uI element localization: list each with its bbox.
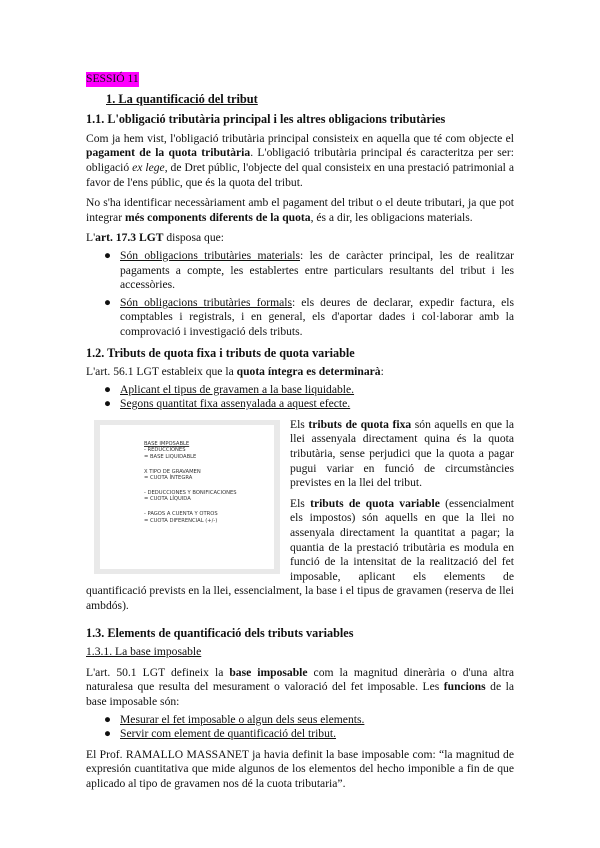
text-run: (essencialment els impostos) són aquells en que la llei no assenyala directament la quantitat a pagar; la quantia de la prestació tributària es modula en funció de la intensitat de la realització del fet imposable, aplicant els elements de quantificació prevists en la llei, essencialment, la base i el tipus de gravamen (reserva de llei ambdós). [86,496,514,612]
text-run: Com ja hem vist, l'obligació tributària principal consisteix en aquella que té com objecte el [86,131,514,145]
subsection-1-3-1-title: 1.3.1. La base imposable [86,645,202,659]
bold-run: tributs de quota fixa [308,417,412,431]
list-item [86,296,514,340]
list-item [86,713,514,728]
bold-run: més components diferents de la quota [124,210,311,224]
list-quota [86,383,514,412]
text-run: de la base imposable són: [86,680,514,708]
figure-line: BASE IMPOSABLE [144,440,190,447]
text-run: No s'ha identificar necessàriament amb el pagament del tribut o el deute tributari, ja que pot integrar [86,196,514,224]
list-functions [86,713,514,742]
section-1-title [106,92,514,107]
section-1-1-title: 1.1. L'obligació tributària principal i les altres obligacions tributàries [86,112,446,127]
bold-run: base imposable [229,665,308,679]
text-run: L'art. 50.1 LGT defineix la [86,665,230,679]
figure-line: = CUOTA LÍQUIDA [144,496,191,503]
text-run: , de Dret públic, l'objecte del qual consisteix en una prestació patrimonial a favor de l'ens públic, que és la quota del tribut. [86,160,515,189]
text-run: , és a dir, les obligacions materials. [310,210,473,224]
text-run: L' [86,231,96,245]
bold-run: pagament de la quota tributària [86,146,251,160]
figure-text-block [86,418,514,620]
text-run: : els deures de declarar, expedir factura, els comptables i registrals, i en general, els d'aportar dades i col·laborar amb la comprovació i investigació dels tributs. [120,295,514,338]
text-run: : [380,365,384,379]
figure-line: = BASE LIQUIDABLE [144,454,197,461]
section-1-2-title: 1.2. Tributs de quota fixa i tributs de quota variable [86,345,355,360]
underline-run: Segons quantitat fixa assenyalada a aquest efecte. [120,397,351,411]
paragraph-obligation-principal [86,132,514,190]
text-run: L'art. 56.1 LGT estableix que la [86,365,237,379]
text-run: Els [290,417,309,431]
figure-inner [100,425,274,569]
bold-run: quota íntegra es determinarà [236,365,381,379]
text-run: són aquells en que la llei assenyala directament quina és la quota tributària, sense perjudici que la quota a pagar pugui variar en funció de circumstàncies previstes en la llei del tribut. [290,417,514,490]
figure-line: = CUOTA DIFERENCIAL (+/-) [144,517,218,524]
paragraph-obligation-components [86,196,514,225]
list-obligations [86,249,514,340]
list-item [86,397,514,412]
underline-run: Són obligacions tributàries materials [120,248,301,262]
section-1-title-text: 1. La quantificació del tribut [106,91,258,106]
list-item [86,249,514,293]
quota-scheme-figure [94,420,280,574]
bullet-icon: ● [104,248,112,262]
figure-lines [144,441,237,524]
bullet-icon: ● [104,727,112,741]
underline-run: Servir com element de quantificació del tribut. [120,727,337,741]
bold-run: tributs de quota variable [310,496,440,510]
text-run: . L'obligació tributària principal és caracteritza per ser: obligació [86,146,515,174]
text-run: com la magnitud dinerària o d'una altra naturalesa que resulta del mesurament o valoració del fet imposable. Les [86,665,514,694]
bullet-icon: ● [104,712,112,726]
paragraph-art-56 [86,365,514,380]
bold-run: art. 17.3 LGT [95,231,164,245]
text-run: : les de caràcter principal, les de realitzar pagaments a compte, les establertes entre particulars resultants del tribut i les accessòries. [120,248,514,292]
figure-line: - REDUCCIONES [144,447,186,454]
text-run: Els [290,496,311,510]
document-page [86,72,514,798]
session-label: SESSIÓ 11 [86,72,139,85]
underline-run: Aplicant el tipus de gravamen a la base liquidable. [120,382,355,396]
italic-run: ex lege [132,160,165,174]
figure-gap [144,503,237,511]
figure-line: X TIPO DE GRAVAMEN [144,468,201,475]
figure-line: - PAGOS A CUENTA Y OTROS [144,511,218,518]
bullet-icon: ● [104,397,112,411]
paragraph-ramallo: El Prof. RAMALLO MASSANET ja havia definit la base imposable com: “la magnitud de expresión cuantitativa que mide algunos de los elementos del hecho imponible a fin de que aplicado al tipo de gravamen nos dé la cuota tributaria”. [86,747,514,790]
figure-gap [144,461,237,469]
bold-run: funcions [443,680,486,694]
list-item [86,727,514,742]
bullet-icon: ● [104,295,112,309]
figure-line: = CUOTA ÍNTEGRA [144,475,193,482]
paragraph-art-17 [86,231,514,246]
list-item [86,383,514,398]
section-1-3-title: 1.3. Elements de quantificació dels tributs variables [86,625,354,640]
session-line [86,72,514,87]
underline-run: Mesurar el fet imposable o algun dels seus elements. [120,712,365,726]
paragraph-art-50 [86,666,514,710]
text-run: disposa que: [163,231,224,245]
figure-gap [144,482,237,490]
figure-line: - DEDUCCIONES Y BONIFICACIONES [144,489,237,496]
underline-run: Són obligacions tributàries formals [120,295,293,309]
bullet-icon: ● [104,382,112,396]
